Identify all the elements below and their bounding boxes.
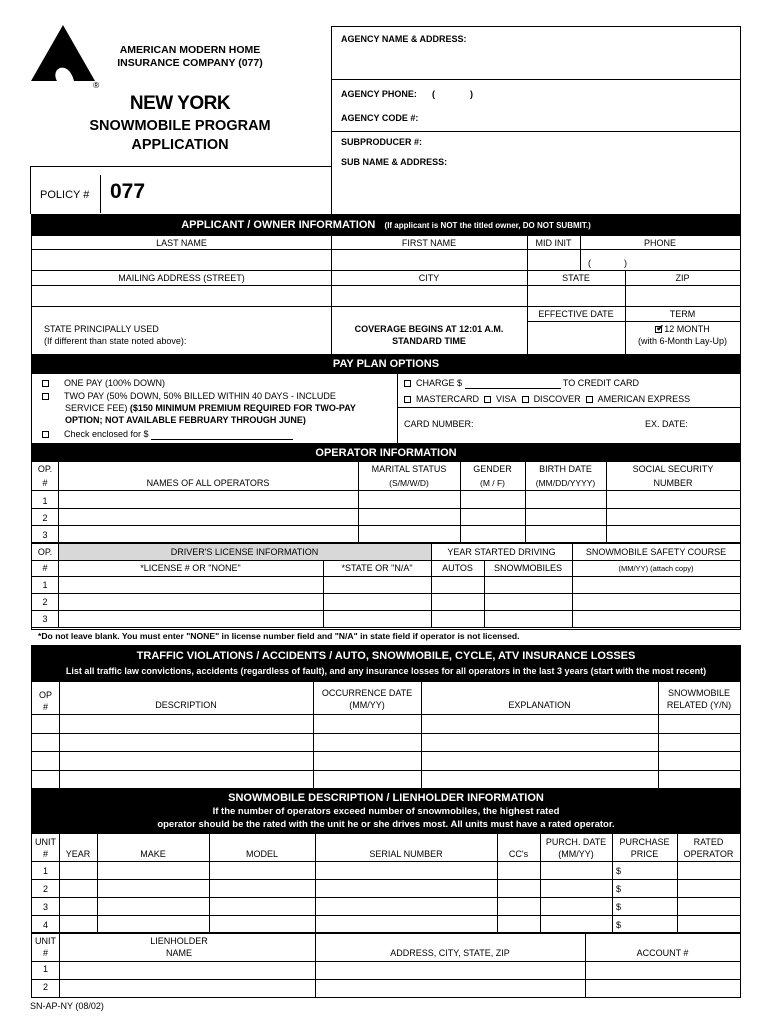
snowmobile-note-line1: If the number of operators exceed number of snowmobiles, the highest rated	[212, 806, 560, 817]
lienholder-name-field[interactable]	[60, 962, 315, 979]
agency-code-label: AGENCY CODE #:	[341, 113, 419, 123]
serial-number-field[interactable]	[316, 916, 497, 932]
expiration-date-label: EX. DATE:	[645, 419, 688, 429]
checkbox-icon[interactable]	[586, 396, 593, 403]
occurrence-header: OCCURRENCE DATE	[321, 688, 413, 698]
pay-option-two-pay[interactable]	[42, 391, 336, 402]
checkbox-icon[interactable]	[404, 380, 411, 387]
violations-title: TRAFFIC VIOLATIONS / ACCIDENTS / AUTO, SNOWMOBILE, CYCLE, ATV INSURANCE LOSSES	[136, 650, 636, 662]
policy-label: POLICY #	[40, 189, 90, 201]
agency-name-label: AGENCY NAME & ADDRESS:	[341, 34, 467, 44]
agency-phone-label: AGENCY PHONE:	[341, 89, 417, 99]
state-principally-field[interactable]	[210, 322, 330, 354]
marital-sub-header: (S/M/W/D)	[389, 478, 429, 488]
pay-option-two-pay-line2: SERVICE FEE) ($150 MINIMUM PREMIUM REQUIRED FOR TWO-PAY	[65, 403, 356, 413]
license-header: *LICENSE # OR "NONE"	[140, 563, 241, 573]
lienholder-header: LIENHOLDER	[150, 936, 208, 946]
effective-date-label: EFFECTIVE DATE	[538, 309, 614, 319]
operator-row-number: 3	[42, 530, 48, 540]
program-line-1: SNOWMOBILE PROGRAM	[89, 118, 271, 134]
card-number-field[interactable]	[480, 412, 640, 440]
term-label: TERM	[669, 309, 696, 319]
operator-row-number: 1	[42, 496, 48, 506]
op-hash-header: #	[42, 478, 48, 488]
dl-title: DRIVER'S LICENSE INFORMATION	[170, 547, 319, 557]
violations-subtitle: List all traffic law convictions, accidents (regardless of fault), and any insurance losses for all operators in the last 3 years (start with the most recent)	[65, 666, 707, 676]
ssn-header: SOCIAL SECURITY	[632, 464, 714, 474]
mastercard-option[interactable]: MASTERCARD	[404, 394, 479, 404]
birth-sub-header: (MM/DD/YYYY)	[535, 478, 596, 488]
term-layup-note: (with 6-Month Lay-Up)	[637, 336, 728, 346]
unit-header: UNIT	[35, 837, 56, 847]
description-header: DESCRIPTION	[155, 700, 217, 710]
operator-name-field[interactable]	[59, 509, 358, 525]
state-label: STATE	[562, 273, 590, 283]
rated-operator-header: RATED	[693, 837, 724, 847]
account-field[interactable]	[586, 962, 740, 979]
operator-name-field[interactable]	[59, 491, 358, 508]
checkbox-icon[interactable]	[42, 393, 49, 400]
dl-row-number: 1	[42, 580, 48, 590]
snowmobile-header-bar	[31, 789, 741, 834]
amex-option[interactable]: AMERICAN EXPRESS	[586, 394, 691, 404]
safety-course-header: SNOWMOBILE SAFETY COURSE	[585, 547, 727, 557]
serial-number-field[interactable]	[316, 898, 497, 915]
unit-row-number: 1	[42, 866, 48, 876]
checkbox-icon[interactable]	[484, 396, 491, 403]
account-field[interactable]	[586, 980, 740, 997]
license-field[interactable]	[59, 594, 323, 610]
serial-header: SERIAL NUMBER	[369, 849, 443, 859]
applicant-header-bar	[31, 214, 741, 236]
serial-number-field[interactable]	[316, 862, 497, 879]
pay-option-check-label: Check enclosed for $	[64, 429, 149, 439]
gender-header: GENDER	[473, 464, 512, 474]
lien-row-number: 1	[42, 964, 48, 974]
checkbox-icon[interactable]	[42, 380, 49, 387]
price-dollar-sign: $	[616, 866, 622, 876]
lien-address-field[interactable]	[316, 980, 585, 997]
marital-header: MARITAL STATUS	[371, 464, 447, 474]
charge-amount-field[interactable]	[465, 380, 561, 389]
purchase-price-sub-header: PRICE	[630, 849, 659, 859]
purch-date-sub-header: (MM/YY)	[558, 849, 594, 859]
purchase-price-header: PURCHASE	[619, 837, 670, 847]
license-field[interactable]	[59, 611, 323, 627]
violation-description-field[interactable]	[60, 771, 313, 788]
phone-paren-open: (	[588, 258, 591, 268]
mid-init-label: MID INIT	[535, 238, 572, 248]
operator-note: *Do not leave blank. You must enter "NONE" in license number field and "N/A" in state field if operator is not licensed.	[38, 631, 520, 641]
subproducer-label: SUBPRODUCER #:	[341, 137, 423, 147]
card-number-label: CARD NUMBER:	[404, 419, 474, 429]
charge-option[interactable]	[404, 378, 639, 389]
last-name-label: LAST NAME	[156, 238, 207, 248]
pay-option-one-pay-label: ONE PAY (100% DOWN)	[64, 378, 166, 388]
mid-init-field[interactable]	[527, 250, 580, 270]
applicant-title: APPLICANT / OWNER INFORMATION	[181, 219, 376, 231]
first-name-label: FIRST NAME	[401, 238, 457, 248]
checkbox-icon[interactable]	[42, 431, 49, 438]
city-field[interactable]	[331, 286, 527, 306]
dl-op-header: OP.	[37, 547, 53, 557]
violations-header-bar	[31, 645, 741, 682]
account-header: ACCOUNT #	[636, 948, 689, 958]
form-id: SN-AP-NY (08/02)	[30, 1001, 104, 1011]
purch-date-header: PURCH. DATE	[545, 837, 607, 847]
coverage-begins-line2: STANDARD TIME	[392, 336, 466, 346]
zip-label: ZIP	[675, 273, 690, 283]
lien-hash-header: #	[42, 948, 48, 958]
pay-option-check[interactable]	[42, 429, 293, 440]
mailing-address-field[interactable]	[32, 286, 331, 306]
company-line-1: AMERICAN MODERN HOME	[119, 44, 261, 56]
violations-hash-header: #	[42, 702, 48, 712]
autos-header: AUTOS	[442, 563, 473, 573]
snowmobile-title: SNOWMOBILE DESCRIPTION / LIENHOLDER INFORMATION	[228, 792, 544, 804]
dl-row-number: 3	[42, 614, 48, 624]
company-line-2: INSURANCE COMPANY (077)	[117, 57, 263, 69]
agency-phone-paren-close: )	[470, 89, 473, 99]
agency-phone-paren-open: (	[432, 89, 435, 99]
term-12-month-label: 12 MONTH	[664, 324, 710, 334]
op-header: OP.	[37, 464, 53, 474]
phone-field[interactable]	[580, 250, 740, 270]
city-label: CITY	[418, 273, 440, 283]
coverage-begins-line1: COVERAGE BEGINS AT 12:01 A.M.	[354, 324, 504, 334]
snowmobile-related-sub-header: RELATED (Y/N)	[666, 700, 732, 710]
violation-description-field[interactable]	[60, 752, 313, 770]
program-line-2: APPLICATION	[131, 137, 229, 153]
pay-plan-header-bar: PAY PLAN OPTIONS	[31, 355, 741, 374]
policy-number[interactable]: 077	[110, 180, 146, 203]
unit-row-number: 4	[42, 920, 48, 930]
discover-option[interactable]: DISCOVER	[522, 394, 581, 404]
price-dollar-sign: $	[616, 902, 622, 912]
lien-unit-header: UNIT	[35, 936, 56, 946]
lienholder-name-field[interactable]	[60, 980, 315, 997]
term-12-month[interactable]	[625, 324, 740, 335]
sub-name-label: SUB NAME & ADDRESS:	[341, 157, 448, 167]
visa-option[interactable]: VISA	[484, 394, 517, 404]
american-modern-logo-icon	[30, 24, 96, 82]
gender-sub-header: (M / F)	[479, 478, 506, 488]
safety-course-sub-header: (MM/YY) (attach copy)	[618, 564, 694, 573]
company-name	[100, 44, 280, 70]
rated-operator-sub-header: OPERATOR	[683, 849, 734, 859]
state-principally-note: (If different than state noted above):	[44, 336, 187, 346]
effective-date-field[interactable]	[527, 322, 625, 354]
dl-hash-header: #	[42, 563, 48, 573]
serial-number-field[interactable]	[316, 880, 497, 897]
program-title	[70, 117, 290, 155]
lien-address-field[interactable]	[316, 962, 585, 979]
occurrence-sub-header: (MM/YY)	[349, 700, 385, 710]
snowmobile-note-line2: operator should be the rated with the unit he or she drives most. All units must have a rated operator.	[157, 819, 615, 830]
zip-field[interactable]	[625, 286, 740, 306]
to-credit-card-label: TO CREDIT CARD	[562, 378, 640, 388]
ssn-sub-header: NUMBER	[653, 478, 693, 488]
unit-hash-header: #	[42, 849, 48, 859]
license-state-header: *STATE OR "N/A"	[341, 563, 413, 573]
state-title: NEW YORK	[129, 93, 231, 114]
lien-row-number: 2	[42, 982, 48, 992]
pay-option-two-pay-line3: OPTION; NOT AVAILABLE FEBRUARY THROUGH JUNE)	[65, 415, 306, 425]
first-name-field[interactable]	[331, 250, 527, 270]
state-principally-label: STATE PRINCIPALLY USED	[44, 324, 159, 334]
license-field[interactable]	[59, 577, 323, 593]
dl-row-number: 2	[42, 597, 48, 607]
violation-description-field[interactable]	[60, 734, 313, 751]
phone-paren-close: )	[624, 258, 627, 268]
operator-header-bar: OPERATOR INFORMATION	[31, 444, 741, 462]
year-header: YEAR	[65, 849, 91, 859]
last-name-field[interactable]	[32, 250, 331, 270]
year-started-header: YEAR STARTED DRIVING	[447, 547, 556, 557]
lien-address-header: ADDRESS, CITY, STATE, ZIP	[390, 948, 510, 958]
checkbox-icon[interactable]	[404, 396, 411, 403]
violation-description-field[interactable]	[60, 715, 313, 733]
charge-label: CHARGE $	[416, 378, 463, 388]
price-dollar-sign: $	[616, 884, 622, 894]
snowmobiles-header: SNOWMOBILES	[493, 563, 562, 573]
price-dollar-sign: $	[616, 920, 622, 930]
snowmobile-related-header: SNOWMOBILE	[667, 688, 730, 698]
state-field[interactable]	[527, 286, 625, 306]
make-header: MAKE	[140, 849, 166, 859]
unit-row-number: 3	[42, 902, 48, 912]
unit-row-number: 2	[42, 884, 48, 894]
mailing-address-label: MAILING ADDRESS (STREET)	[118, 273, 245, 283]
applicant-note: (If applicant is NOT the titled owner, DO NOT SUBMIT.)	[384, 221, 591, 230]
card-types	[404, 394, 690, 405]
birth-header: BIRTH DATE	[539, 464, 592, 474]
operator-row-number: 2	[42, 513, 48, 523]
model-header: MODEL	[245, 849, 278, 859]
pay-option-two-pay-label: TWO PAY (50% DOWN, 50% BILLED WITHIN 40 DAYS - INCLUDE	[64, 391, 336, 401]
lienholder-name-header: NAME	[165, 948, 192, 958]
operator-name-field[interactable]	[59, 526, 358, 542]
pay-option-one-pay[interactable]	[42, 378, 165, 389]
check-amount-field[interactable]	[151, 431, 293, 440]
checkbox-icon[interactable]	[522, 396, 529, 403]
names-header: NAMES OF ALL OPERATORS	[146, 478, 270, 488]
violations-op-header: OP	[38, 690, 52, 700]
phone-label: PHONE	[643, 238, 676, 248]
explanation-header: EXPLANATION	[508, 700, 571, 710]
registered-mark: ®	[93, 80, 100, 90]
term-checkbox-checked-icon[interactable]: ✔	[656, 323, 664, 333]
ccs-header: CC's	[508, 849, 529, 859]
